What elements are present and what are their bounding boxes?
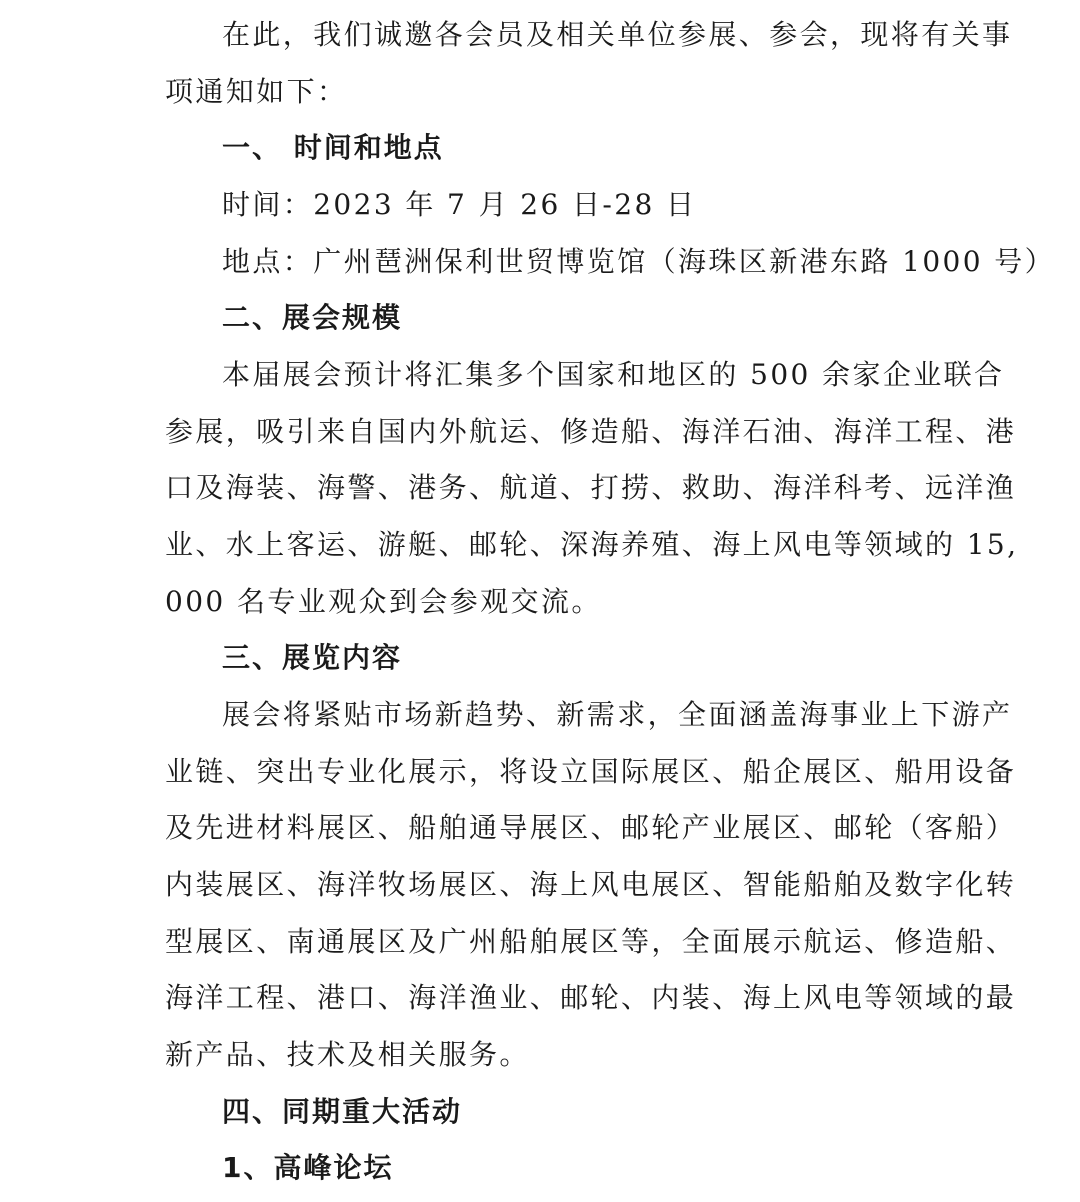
section-3-line-7: 新产品、技术及相关服务。 [165,1038,530,1071]
section-2-line-1: 本届展会预计将汇集多个国家和地区的 500 余家企业联合 [222,358,1005,391]
section-2-line-2: 参展，吸引来自国内外航运、修造船、海洋石油、海洋工程、港 [165,415,1017,448]
intro-line-1: 在此，我们诚邀各会员及相关单位参展、参会，现将有关事 [222,18,1013,51]
section-3-line-1: 展会将紧贴市场新趋势、新需求，全面涵盖海事业上下游产 [222,698,1013,731]
section-2-line-4: 业、水上客运、游艇、邮轮、深海养殖、海上风电等领域的 15, [165,528,1019,561]
section-3-line-3: 及先进材料展区、船舶通导展区、邮轮产业展区、邮轮（客船） [165,811,1017,844]
section-4-heading: 四、同期重大活动 [222,1095,463,1128]
subsection-4-1-heading: 1、高峰论坛 [222,1151,394,1184]
section-3-line-4: 内装展区、海洋牧场展区、海上风电展区、智能船舶及数字化转 [165,868,1017,901]
section-2-line-3: 口及海装、海警、港务、航道、打捞、救助、海洋科考、远洋渔 [165,471,1017,504]
section-3-line-5: 型展区、南通展区及广州船舶展区等，全面展示航运、修造船、 [165,925,1017,958]
section-3-line-6: 海洋工程、港口、海洋渔业、邮轮、内装、海上风电等领域的最 [165,981,1017,1014]
section-3-heading: 三、展览内容 [222,641,403,674]
section-2-line-5: 000 名专业观众到会参观交流。 [165,585,602,618]
section-1-heading: 一、 时间和地点 [222,131,444,164]
intro-line-2: 项通知如下： [165,75,348,108]
section-2-heading: 二、展会规模 [222,301,403,334]
section-3-line-2: 业链、突出专业化展示，将设立国际展区、船企展区、船用设备 [165,755,1017,788]
event-time: 时间：2023 年 7 月 26 日-28 日 [222,188,697,221]
event-place: 地点：广州琶洲保利世贸博览馆（海珠区新港东路 1000 号） [222,245,1056,278]
